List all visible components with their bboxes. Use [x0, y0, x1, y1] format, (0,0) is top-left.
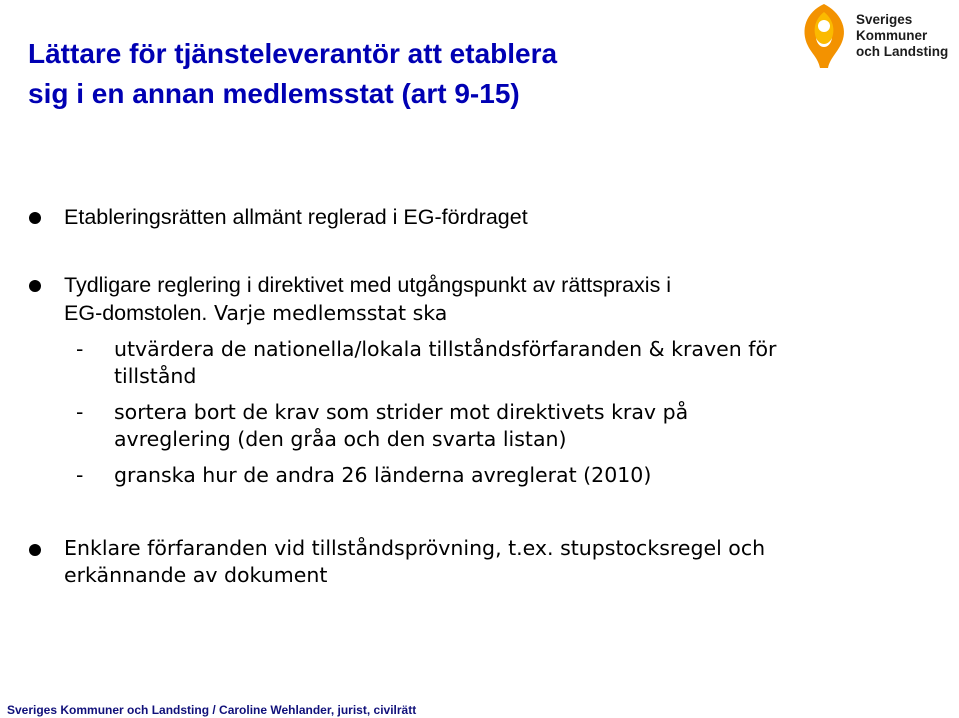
sub-item-2-line-1: sortera bort de krav som strider mot direktivets krav på [114, 400, 689, 424]
logo-line-2: Kommuner [856, 28, 928, 43]
bullet-2-line-2a: EG-domstolen. [64, 301, 208, 325]
sub-item-dash: - [76, 337, 84, 361]
bullet-2-line-2b: Varje medlemsstat ska [213, 301, 448, 325]
sub-item-dash: - [76, 463, 84, 487]
skl-logo [796, 2, 956, 72]
bullet-2-line-1: Tydligare reglering i direktivet med utgångspunkt av rättspraxis i [64, 273, 672, 297]
footer-text: Sveriges Kommuner och Landsting / Caroline Wehlander, jurist, civilrätt [7, 703, 417, 717]
bullet-dot [29, 280, 41, 292]
bullet-2-line-2 [64, 300, 447, 327]
title-line-1: Lättare för tjänsteleverantör att etablera [28, 38, 558, 69]
logo-line-1: Sveriges [856, 12, 913, 27]
logo-line-3: och Landsting [856, 44, 949, 59]
sub-item-3-line-1: granska hur de andra 26 länderna avreglerat (2010) [114, 463, 652, 487]
sub-item-2-line-2: avreglering (den gråa och den svarta listan) [114, 427, 567, 451]
slide-title [28, 34, 748, 114]
logo-wordmark [856, 12, 948, 60]
bullet-dot [29, 212, 41, 224]
sub-item-1-line-2: tillstånd [114, 364, 197, 388]
skl-flame-figure-icon [796, 2, 854, 72]
bullet-dot [29, 544, 41, 556]
title-line-2: sig i en annan medlemsstat (art 9-15) [28, 78, 520, 109]
bullet-1-text: Etableringsrätten allmänt reglerad i EG-fördraget [64, 205, 528, 229]
bullet-3-line-1: Enklare förfaranden vid tillståndsprövning, t.ex. stupstocksregel och [64, 536, 766, 560]
sub-item-1-line-1: utvärdera de nationella/lokala tillståndsförfaranden & kraven för [114, 337, 777, 361]
bullet-3-line-2: erkännande av dokument [64, 563, 328, 587]
sub-item-dash: - [76, 400, 84, 424]
